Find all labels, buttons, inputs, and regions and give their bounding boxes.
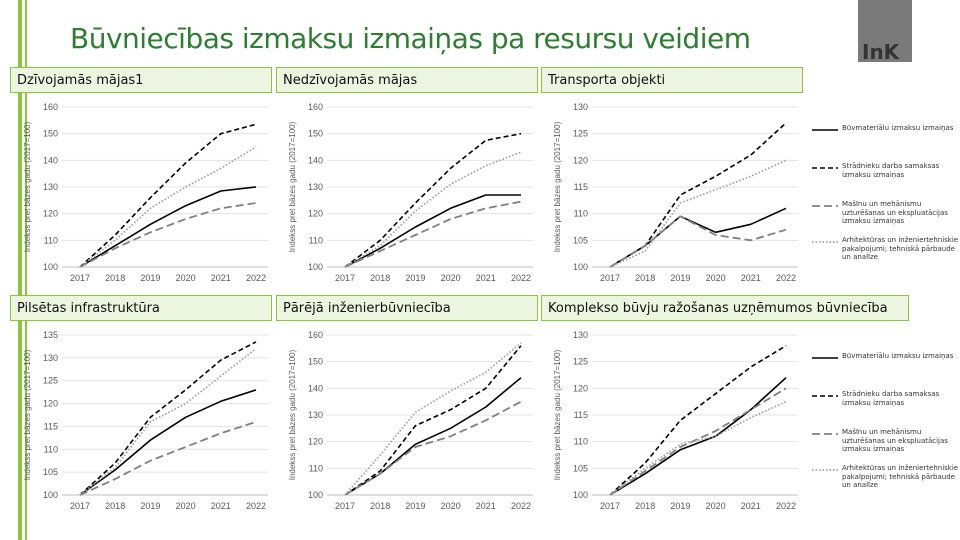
y-tick-label: 100 xyxy=(42,490,58,500)
x-tick-label: 2019 xyxy=(140,273,161,283)
x-tick-label: 2020 xyxy=(440,273,461,283)
y-tick-label: 125 xyxy=(42,375,58,386)
y-tick-label: 160 xyxy=(307,330,323,340)
page-title: Būvniecības izmaksu izmaiņas pa resursu veidiem xyxy=(70,22,751,55)
y-tick-label: 130 xyxy=(42,182,58,192)
legend-top xyxy=(812,124,960,264)
y-tick-label: 130 xyxy=(42,352,58,363)
legend-label: Mašīnu un mehānismu uzturēšanas un ekspluatācijas izmaksu izmaiņas xyxy=(842,428,948,453)
x-tick-label: 2021 xyxy=(210,501,231,511)
y-tick-label: 120 xyxy=(572,155,588,166)
series-line-longdash xyxy=(345,402,521,495)
y-tick-label: 115 xyxy=(573,182,588,192)
series-line-longdash xyxy=(80,203,256,267)
panel-label-2: Nedzīvojamās mājas xyxy=(276,67,538,93)
x-tick-label: 2021 xyxy=(475,501,496,511)
panel-label-6: Komplekso būvju ražošanas uzņēmumos būvniecība xyxy=(541,295,909,321)
y-tick-label: 150 xyxy=(42,128,58,139)
x-tick-label: 2022 xyxy=(245,273,267,283)
x-tick-label: 2017 xyxy=(599,501,621,511)
y-tick-label: 115 xyxy=(43,421,58,432)
x-tick-label: 2020 xyxy=(705,273,726,283)
x-tick-label: 2020 xyxy=(705,501,726,511)
legend-swatch-solid xyxy=(812,128,838,132)
series-line-solid xyxy=(345,378,521,495)
x-tick-label: 2021 xyxy=(475,273,496,283)
y-tick-label: 105 xyxy=(572,463,588,474)
legend-label: Strādnieku darba samaksas izmaksu izmaiņas xyxy=(842,390,940,407)
legend-item xyxy=(812,428,960,468)
x-tick-label: 2019 xyxy=(405,501,426,511)
x-tick-label: 2019 xyxy=(405,273,426,283)
y-tick-label: 110 xyxy=(43,235,58,246)
x-tick-label: 2019 xyxy=(670,273,691,283)
y-tick-label: 110 xyxy=(43,444,58,455)
x-tick-label: 2018 xyxy=(635,501,656,511)
legend-bottom xyxy=(812,352,960,492)
x-tick-label: 2017 xyxy=(599,273,621,283)
y-tick-label: 130 xyxy=(572,330,588,340)
x-tick-label: 2017 xyxy=(334,501,356,511)
series-line-dashed xyxy=(345,346,521,495)
x-tick-label: 2022 xyxy=(510,273,532,283)
x-tick-label: 2017 xyxy=(69,501,91,511)
y-tick-label: 110 xyxy=(308,463,323,474)
legend-item xyxy=(812,162,960,202)
legend-item xyxy=(812,124,960,164)
legend-label: Strādnieku darba samaksas izmaksu izmaiņas xyxy=(842,162,940,179)
x-tick-label: 2021 xyxy=(740,273,761,283)
legend-swatch-longdash xyxy=(812,204,838,208)
legend-item xyxy=(812,352,960,392)
y-axis-title: Indekss pret bāzes gadu (2017=100) xyxy=(23,349,32,481)
y-tick-label: 125 xyxy=(572,128,588,139)
y-tick-label: 120 xyxy=(307,208,323,219)
y-tick-label: 125 xyxy=(572,356,588,367)
y-tick-label: 150 xyxy=(307,128,323,139)
y-tick-label: 100 xyxy=(307,262,323,272)
chart-dzivojamas-majas xyxy=(20,95,275,295)
series-line-longdash xyxy=(345,202,521,267)
x-tick-label: 2022 xyxy=(775,273,797,283)
x-tick-label: 2019 xyxy=(670,501,691,511)
series-line-dotted xyxy=(345,343,521,495)
y-tick-label: 110 xyxy=(573,208,588,219)
legend-swatch-solid xyxy=(812,356,838,360)
legend-swatch-longdash xyxy=(812,432,838,436)
legend-label: Būvmateriālu izmaksu izmaiņas xyxy=(842,352,954,360)
legend-label: Būvmateriālu izmaksu izmaiņas xyxy=(842,124,954,132)
series-line-solid xyxy=(80,187,256,267)
y-tick-label: 140 xyxy=(42,155,58,166)
y-tick-label: 105 xyxy=(572,235,588,246)
y-tick-label: 100 xyxy=(42,262,58,272)
chart-pareja-inzenierbuvnieciba xyxy=(285,323,540,523)
y-tick-label: 130 xyxy=(307,410,323,420)
panel-label-3: Transporta objekti xyxy=(541,67,803,93)
chart-nedzivojamas-majas xyxy=(285,95,540,295)
series-line-solid xyxy=(80,390,256,495)
y-tick-label: 100 xyxy=(572,490,588,500)
legend-swatch-dotted xyxy=(812,468,838,472)
chart-pilsetas-infrastruktura xyxy=(20,323,275,523)
x-tick-label: 2018 xyxy=(635,273,656,283)
legend-label: Arhitektūras un inženiertehniskie pakalpojumi; tehniskā pārbaude un analīze xyxy=(842,464,959,489)
series-line-dotted xyxy=(610,402,786,495)
x-tick-label: 2017 xyxy=(69,273,91,283)
x-tick-label: 2018 xyxy=(370,501,391,511)
logo: InK xyxy=(862,40,900,64)
legend-swatch-dashed xyxy=(812,166,838,170)
y-tick-label: 135 xyxy=(42,330,58,340)
series-line-dotted xyxy=(80,349,256,495)
y-tick-label: 110 xyxy=(573,436,588,447)
series-line-dashed xyxy=(345,134,521,267)
panel-label-4: Pilsētas infrastruktūra xyxy=(10,295,272,321)
x-tick-label: 2022 xyxy=(510,501,532,511)
x-tick-label: 2020 xyxy=(175,273,196,283)
y-axis-title: Indekss pret bāzes gadu (2017=100) xyxy=(288,121,297,253)
y-tick-label: 120 xyxy=(572,383,588,394)
legend-swatch-dotted xyxy=(812,240,838,244)
series-line-dashed xyxy=(80,124,256,267)
legend-label: Mašīnu un mehānismu uzturēšanas un ekspluatācijas izmaksu izmaiņas xyxy=(842,200,948,225)
y-tick-label: 105 xyxy=(42,467,58,478)
x-tick-label: 2020 xyxy=(175,501,196,511)
x-tick-label: 2018 xyxy=(105,501,126,511)
chart-komplekso-buvju xyxy=(550,323,805,523)
y-tick-label: 110 xyxy=(308,235,323,246)
series-line-longdash xyxy=(80,422,256,495)
legend-item xyxy=(812,236,960,276)
x-tick-label: 2022 xyxy=(775,501,797,511)
y-axis-title: Indekss pret bāzes gadu (2017=100) xyxy=(553,121,562,253)
y-tick-label: 160 xyxy=(42,102,58,112)
x-tick-label: 2022 xyxy=(245,501,267,511)
y-tick-label: 120 xyxy=(42,398,58,409)
y-tick-label: 120 xyxy=(307,436,323,447)
x-tick-label: 2017 xyxy=(334,273,356,283)
y-axis-title: Indekss pret bāzes gadu (2017=100) xyxy=(288,349,297,481)
y-tick-label: 140 xyxy=(307,155,323,166)
y-tick-label: 100 xyxy=(307,490,323,500)
y-tick-label: 160 xyxy=(307,102,323,112)
x-tick-label: 2019 xyxy=(140,501,161,511)
y-tick-label: 115 xyxy=(573,410,588,420)
legend-item xyxy=(812,390,960,430)
x-tick-label: 2020 xyxy=(440,501,461,511)
y-axis-title: Indekss pret bāzes gadu (2017=100) xyxy=(23,121,32,253)
series-line-dashed xyxy=(610,123,786,267)
y-tick-label: 100 xyxy=(572,262,588,272)
legend-swatch-dashed xyxy=(812,394,838,398)
y-tick-label: 130 xyxy=(307,182,323,192)
x-tick-label: 2021 xyxy=(740,501,761,511)
x-tick-label: 2021 xyxy=(210,273,231,283)
chart-transporta-objekti xyxy=(550,95,805,295)
panel-label-5: Pārējā inženierbūvniecība xyxy=(276,295,538,321)
legend-label: Arhitektūras un inženiertehniskie pakalpojumi; tehniskā pārbaude un analīze xyxy=(842,236,959,261)
series-line-dotted xyxy=(345,152,521,267)
legend-item xyxy=(812,464,960,504)
legend-item xyxy=(812,200,960,240)
y-tick-label: 120 xyxy=(42,208,58,219)
panel-label-1: Dzīvojamās mājas1 xyxy=(10,67,272,93)
y-axis-title: Indekss pret bāzes gadu (2017=100) xyxy=(553,349,562,481)
y-tick-label: 140 xyxy=(307,383,323,394)
x-tick-label: 2018 xyxy=(370,273,391,283)
y-tick-label: 130 xyxy=(572,102,588,112)
y-tick-label: 150 xyxy=(307,356,323,367)
series-line-dashed xyxy=(610,346,786,495)
x-tick-label: 2018 xyxy=(105,273,126,283)
